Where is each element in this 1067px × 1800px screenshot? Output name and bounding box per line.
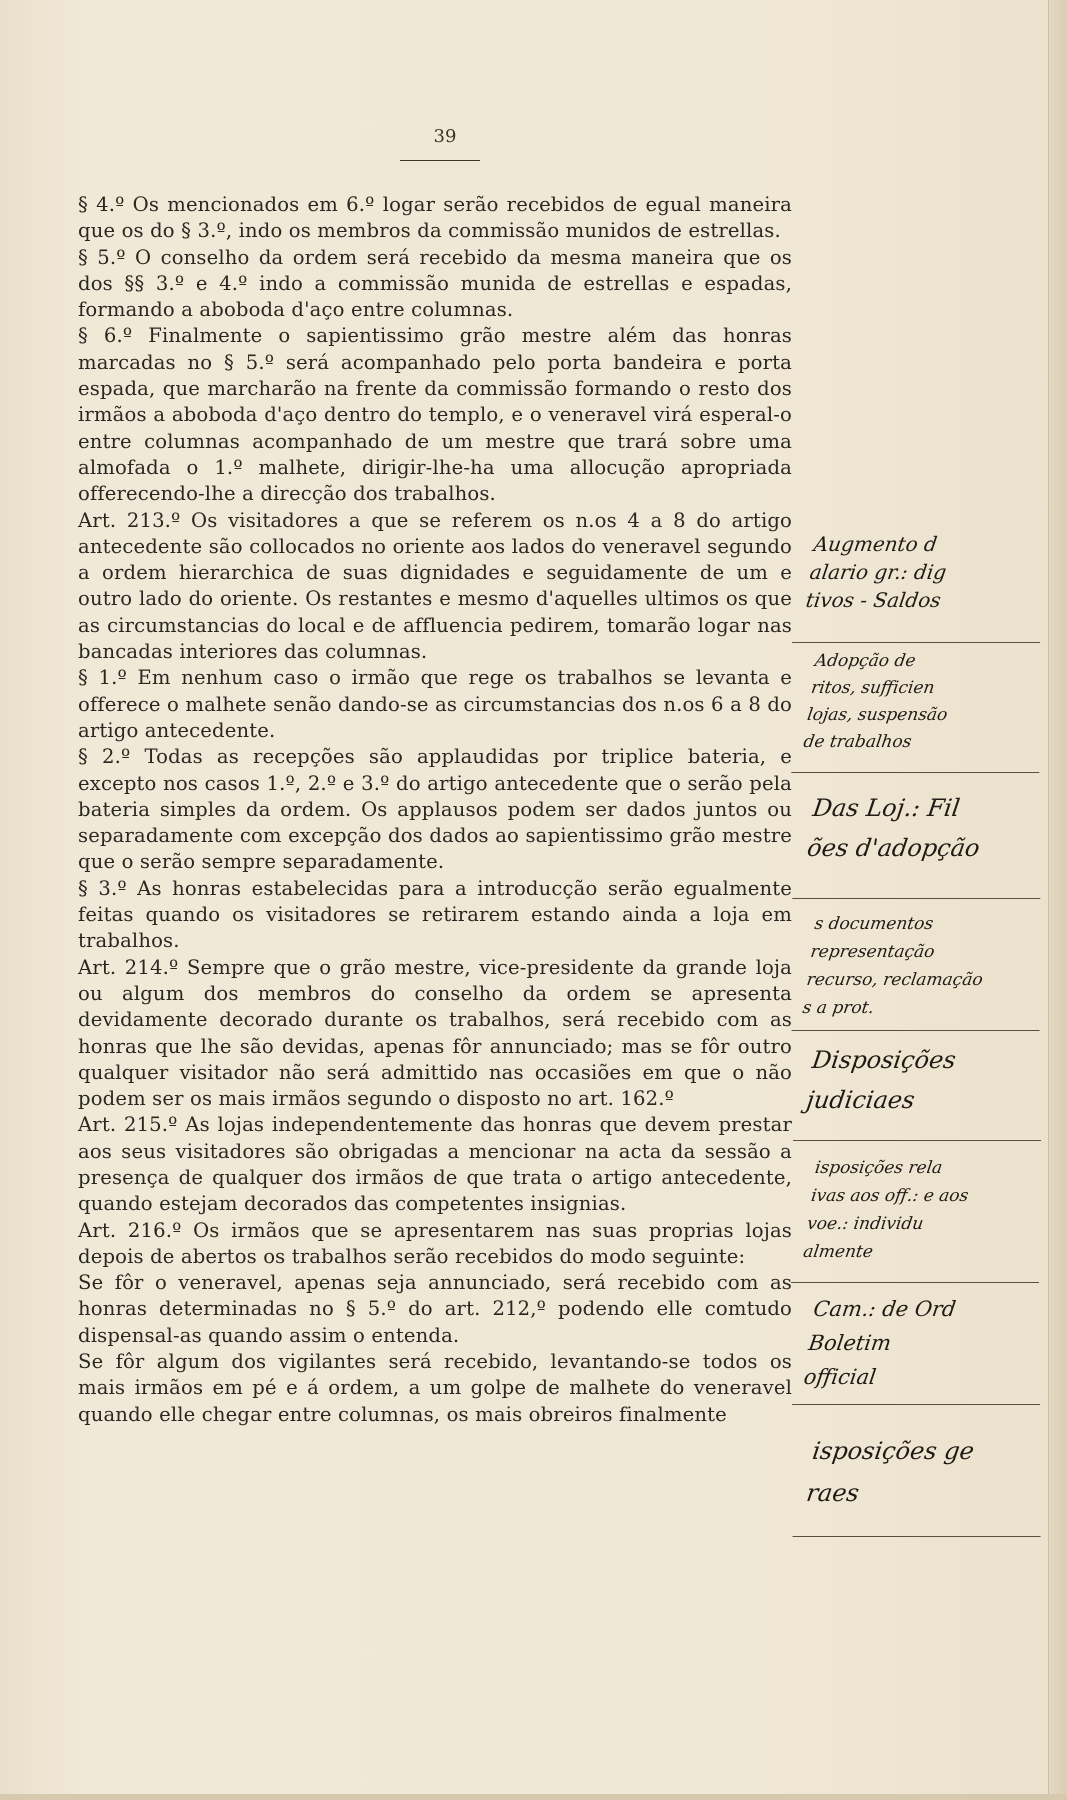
margin-note [791, 648, 1057, 773]
note-line: isposições ge [810, 1437, 976, 1465]
paragraph: Se fôr algum dos vigilantes será recebido, levantando-se todos os mais irmãos em pé e á ordem, a um golpe de malhete do veneravel quando elle chegar entre columnas, os mais obreiros finalmente [78, 1350, 792, 1426]
margin-note [792, 788, 1056, 899]
paragraph: Art. 214.º Sempre que o grão mestre, vice-presidente da grande loja ou algum dos membros do conselho da ordem se apresenta devidamente decorado durante os trabalhos, será recebido com as honras que lhe são devidas, apenas fôr annunciado; mas se fôr outro qualquer visitador não será admittido nas occasiões em que o não podem ser os mais irmãos segundo o disposto no art. 162.º [78, 955, 792, 1111]
note-line: isposições rela [813, 1158, 944, 1178]
printed-text-column [78, 192, 792, 1428]
margin-note [791, 1154, 1057, 1283]
note-line: raes [804, 1479, 861, 1507]
note-line: Boletim [807, 1331, 893, 1355]
page-number: 39 [433, 126, 457, 147]
note-line: s documentos [813, 914, 935, 934]
note-line: Cam.: de Ord [811, 1297, 958, 1321]
note-line: recurso, reclamação [805, 970, 985, 990]
note-line: ões d'adopção [805, 834, 982, 862]
margin-note [791, 910, 1056, 1031]
note-line: Das Loj.: Fil [811, 794, 962, 822]
header-rule [400, 160, 480, 161]
margin-note [792, 1292, 1056, 1405]
note-line: lojas, suspensão [805, 705, 949, 725]
note-line: de trabalhos [802, 732, 913, 752]
paragraph: § 2.º Todas as recepções são applaudidas por triplice bateria, e excepto nos casos 1.º, 2.º e 3.º do artigo antecedente que o serão pela bateria simples da ordem. Os applausos podem ser dados juntos ou separadamente com excepção dos dados ao sapientissimo grão mestre que o serão sempre separadamente. [78, 745, 792, 874]
paragraph: § 4.º Os mencionados em 6.º logar serão recebidos de egual maneira que os do § 3.º, indo os membros da commissão munidos de estrellas. [78, 193, 792, 243]
margin-note [793, 1040, 1055, 1141]
note-line: s a prot. [801, 998, 876, 1018]
note-line: Disposições [810, 1046, 958, 1074]
note-line: ritos, sufficien [809, 678, 936, 698]
note-line: voe.: individu [805, 1214, 925, 1234]
page-bottom-edge [0, 1794, 1067, 1800]
paragraph: § 6.º Finalmente o sapientissimo grão mestre além das honras marcadas no § 5.º será acompanhado pelo porta bandeira e porta espada, que marcharão na frente da commissão formando o resto dos irmãos a aboboda d'aço dentro do templo, e o veneravel virá esperal-o entre columnas acompanhado de um mestre que trará sobre uma almofada o 1.º malhete, dirigir-lhe-ha uma allocução apropriada offerecendo-lhe a direcção dos trabalhos. [78, 324, 792, 506]
note-line: official [802, 1365, 878, 1389]
paragraph: § 1.º Em nenhum caso o irmão que rege os trabalhos se levanta e offerece o malhete senão dando-se as circumstancias dos n.os 6 a 8 do artigo antecedente. [78, 666, 792, 742]
margin-note [792, 530, 1056, 643]
note-line: almente [801, 1242, 875, 1262]
note-line: tivos - Saldos [804, 588, 943, 612]
page-edge [1048, 0, 1067, 1800]
paragraph: Art. 213.º Os visitadores a que se referem os n.os 4 a 8 do artigo antecedente são collocados no oriente aos lados do veneravel segundo a ordem hierarchica de suas dignidades e seguidamente de um e outro lado do oriente. Os restantes e mesmo d'aquelles ultimos os que as circumstancias do local e de affluencia pedirem, tomarão logar nas bancadas interiores das columnas. [78, 508, 792, 664]
paragraph: Art. 215.º As lojas independentemente das honras que devem prestar aos seus visitadores são obrigadas a mencionar na acta da sessão a presença de qualquer dos irmãos de que trata o artigo antecedente, quando estejam decorados das competentes insignias. [78, 1113, 792, 1216]
paragraph: Se fôr o veneravel, apenas seja annunciado, será recebido com as honras determinadas no § 5.º do art. 212,º podendo elle comtudo dispensal-as quando assim o entenda. [78, 1271, 792, 1347]
note-line: ivas aos off.: e aos [809, 1186, 970, 1206]
note-line: Adopção de [813, 651, 917, 671]
margin-note [792, 1430, 1055, 1537]
note-line: judiciaes [804, 1086, 917, 1114]
paragraph: § 5.º O conselho da ordem será recebido da mesma maneira que os dos §§ 3.º e 4.º indo a commissão munida de estrellas e espadas, formando a aboboda d'aço entre columnas. [78, 245, 792, 322]
note-line: alario gr.: dig [808, 560, 948, 584]
paragraph: § 3.º As honras estabelecidas para a introducção serão egualmente feitas quando os visitadores se retirarem estando ainda a loja em trabalhos. [78, 876, 792, 953]
paragraph: Art. 216.º Os irmãos que se apresentarem nas suas proprias lojas depois de abertos os trabalhos serão recebidos do modo seguinte: [78, 1218, 792, 1268]
note-line: representação [809, 942, 936, 962]
note-line: Augmento d [812, 532, 939, 556]
handwritten-margin-notes [800, 530, 1048, 1550]
